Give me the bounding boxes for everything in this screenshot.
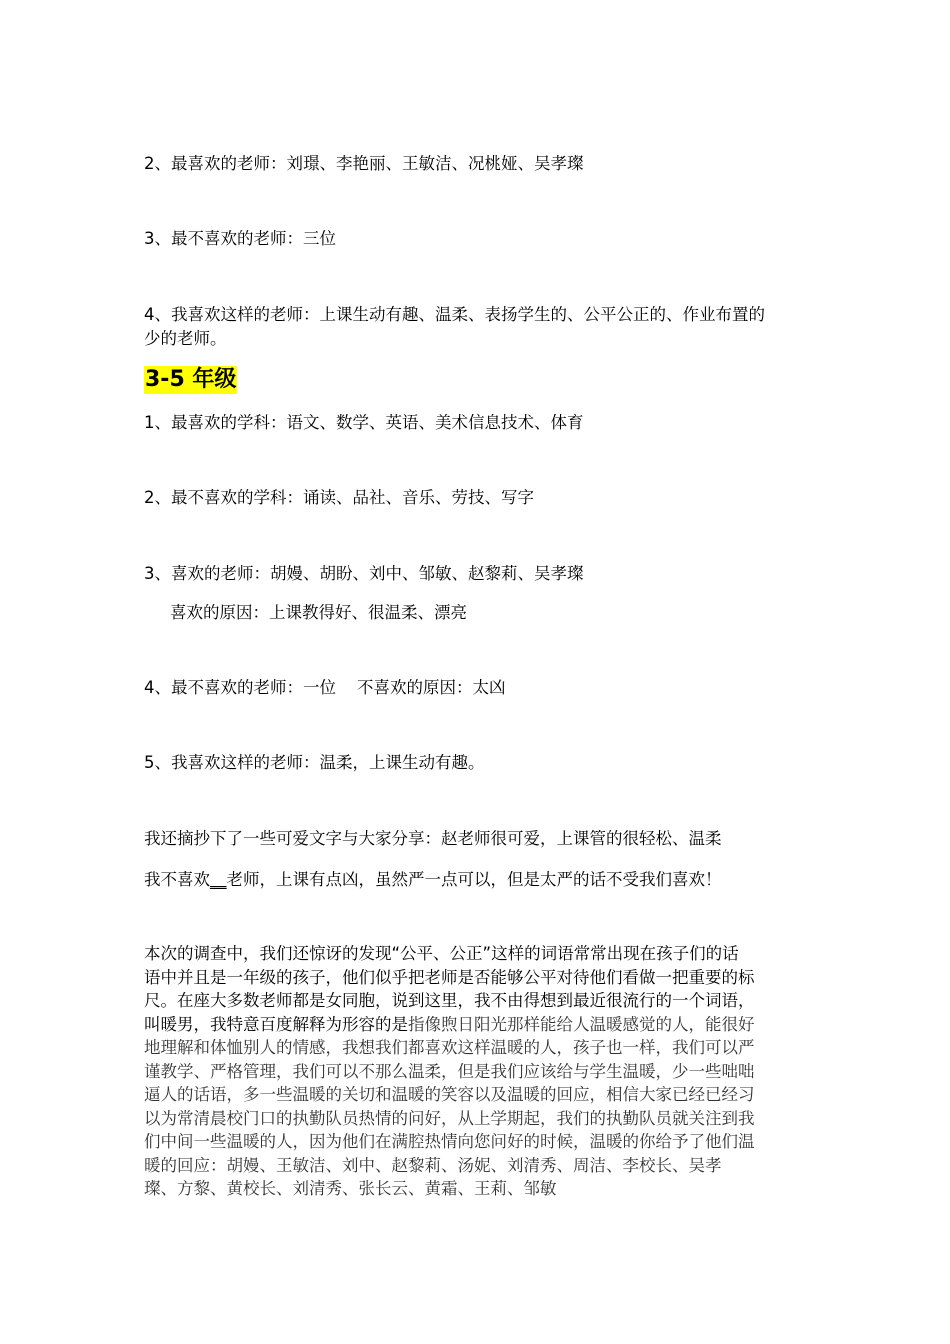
favorite-teachers-line: 2、最喜欢的老师：刘璟、李艳丽、王敏洁、况桃娅、吴孝璨 (144, 154, 584, 173)
paragraph-line: 地理解和体恤别人的情感，我想我们都喜欢这样温暖的人，孩子也一样，我们可以严 (144, 1038, 755, 1057)
quote-line-2 (144, 869, 722, 891)
quote-blank: __ (210, 870, 227, 889)
quote-line-1: 我还摘抄下了一些可爱文字与大家分享：赵老师很可爱，上课管的很轻松、温柔 (144, 829, 722, 848)
quote-line-2-pre: 我不喜欢 (144, 870, 210, 889)
favorite-subjects-line: 1、最喜欢的学科：语文、数学、英语、美术信息技术、体育 (144, 413, 584, 432)
paragraph-line: 们中间一些温暖的人，因为他们在满腔热情向您问好的时候，温暖的你给予了他们温 (144, 1132, 755, 1151)
paragraph-line: 暖的回应：胡嫚、王敏洁、刘中、赵黎莉、汤妮、刘清秀、周洁、李校长、吴孝 (144, 1155, 722, 1175)
grade-heading: 3-5 年级 (145, 367, 237, 392)
paragraph-line: 谨教学、严格管理，我们可以不那么温柔，但是我们应该给与学生温暖，少一些咄咄 (144, 1061, 755, 1081)
paragraph-line: 璨、方黎、黄校长、刘清秀、张长云、黄霜、王莉、邹敏 (144, 1179, 557, 1198)
liked-reason-line: 喜欢的原因：上课教得好、很温柔、漂亮 (170, 603, 467, 622)
paragraph-line: 逼人的话语，多一些温暖的关切和温暖的笑容以及温暖的回应，相信大家已经已经习 (144, 1085, 755, 1104)
quote-line-2-post: 老师，上课有点凶，虽然严一点可以，但是太严的话不受我们喜欢！ (226, 870, 722, 889)
paragraph-line: 尺。在座大多数老师都是女同胞，说到这里，我不由得想到最近很流行的一个词语， (144, 991, 755, 1010)
preferred-teacher-line-cont: 少的老师。 (144, 329, 227, 348)
disliked-teacher-line: 4、最不喜欢的老师：一位 不喜欢的原因：太凶 (144, 678, 506, 697)
paragraph-line: 语中并且是一年级的孩子，他们似乎把老师是否能够公平对待他们看做一把重要的标 (144, 967, 755, 987)
paragraph-line: 本次的调查中，我们还惊讶的发现“公平、公正”这样的词语常常出现在孩子们的话 (144, 944, 739, 963)
quoted-definition: 指像煦日阳光那样能给人温暖感觉的人，能很好 (408, 1014, 755, 1034)
paragraph-line: 以为常清晨校门口的执勤队员热情的问好，从上学期起，我们的执勤队员就关注到我 (144, 1108, 755, 1128)
paragraph-line (144, 1013, 812, 1037)
preferred-teacher-line-2: 5、我喜欢这样的老师：温柔，上课生动有趣。 (144, 753, 485, 772)
liked-teachers-line: 3、喜欢的老师：胡嫚、胡盼、刘中、邹敏、赵黎莉、吴孝璨 (144, 564, 584, 583)
summary-paragraph (144, 942, 812, 1201)
least-favorite-teachers-line: 3、最不喜欢的老师：三位 (144, 229, 336, 248)
least-favorite-subjects-line: 2、最不喜欢的学科：诵读、品社、音乐、劳技、写字 (144, 488, 534, 507)
preferred-teacher-line: 4、我喜欢这样的老师：上课生动有趣、温柔、表扬学生的、公平公正的、作业布置的 (144, 305, 765, 324)
paragraph-line-part: 叫暖男，我特意百度解释为形容的是 (144, 1014, 408, 1034)
